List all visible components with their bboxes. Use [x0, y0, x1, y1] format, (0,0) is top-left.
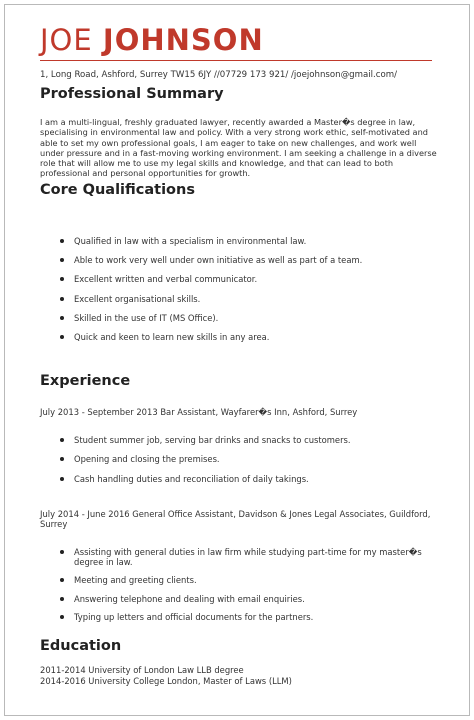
job-duties-list-1 [60, 435, 351, 493]
bullet-icon [60, 597, 64, 601]
list-item: Student summer job, serving bar drinks and snacks to customers. [60, 435, 351, 454]
qualifications-heading: Core Qualifications [40, 182, 195, 198]
job-heading-office-assistant: July 2014 - June 2016 General Office Assistant, Davidson & Jones Legal Associates, Guildford, Surrey [40, 509, 431, 530]
bullet-icon [60, 297, 64, 301]
bullet-icon [60, 615, 64, 619]
bullet-icon [60, 258, 64, 262]
last-name: JOHNSON [102, 23, 264, 57]
list-item: Cash handling duties and reconciliation of daily takings. [60, 474, 351, 493]
list-item: Quick and keen to learn new skills in any area. [60, 332, 362, 351]
list-item: Excellent written and verbal communicator. [60, 274, 362, 293]
bullet-icon [60, 335, 64, 339]
first-name: JOE [40, 23, 93, 57]
job-duties-list-2 [60, 547, 440, 630]
list-item: Meeting and greeting clients. [60, 575, 440, 585]
summary-heading: Professional Summary [40, 86, 224, 102]
bullet-icon [60, 239, 64, 243]
name-underline [40, 60, 432, 61]
contact-details: 1, Long Road, Ashford, Surrey TW15 6JY //07729 173 921/ /joejohnson@gmail.com/ [40, 70, 398, 80]
list-item: Typing up letters and official documents for the partners. [60, 612, 440, 622]
experience-heading: Experience [40, 373, 131, 389]
list-item: Opening and closing the premises. [60, 454, 351, 473]
bullet-icon [60, 457, 64, 461]
summary-text: I am a multi-lingual, freshly graduated lawyer, recently awarded a Master�s degree in law, specialising in environmental law and policy. With a very strong work ethic, self-motivated and able to set my own professional goals, I am eager to take on new challenges, and work well under pressure and in a fast-moving working environment. I am seeking a challenge in a diverse role that will allow me to use my legal skills and knowledge, and that can lead to both professional and personal opportunities for growth. [40, 117, 437, 179]
education-line: 2014-2016 University College London, Master of Laws (LLM) [40, 676, 292, 686]
bullet-icon [60, 477, 64, 481]
bullet-icon [60, 550, 64, 554]
bullet-icon [60, 316, 64, 320]
list-item: Skilled in the use of IT (MS Office). [60, 313, 362, 332]
list-item: Qualified in law with a specialism in environmental law. [60, 236, 362, 255]
bullet-icon [60, 578, 64, 582]
bullet-icon [60, 277, 64, 281]
bullet-icon [60, 438, 64, 442]
education-heading: Education [40, 638, 122, 654]
list-item: Able to work very well under own initiative as well as part of a team. [60, 255, 362, 274]
education-line: 2011-2014 University of London Law LLB degree [40, 665, 244, 675]
job-heading-bar-assistant: July 2013 - September 2013 Bar Assistant, Wayfarer�s Inn, Ashford, Surrey [40, 407, 358, 417]
qualifications-list [60, 236, 362, 351]
list-item: Excellent organisational skills. [60, 294, 362, 313]
list-item: Assisting with general duties in law firm while studying part-time for my master�s degree in law. [60, 547, 440, 567]
list-item: Answering telephone and dealing with email enquiries. [60, 594, 440, 604]
candidate-name [40, 23, 264, 57]
